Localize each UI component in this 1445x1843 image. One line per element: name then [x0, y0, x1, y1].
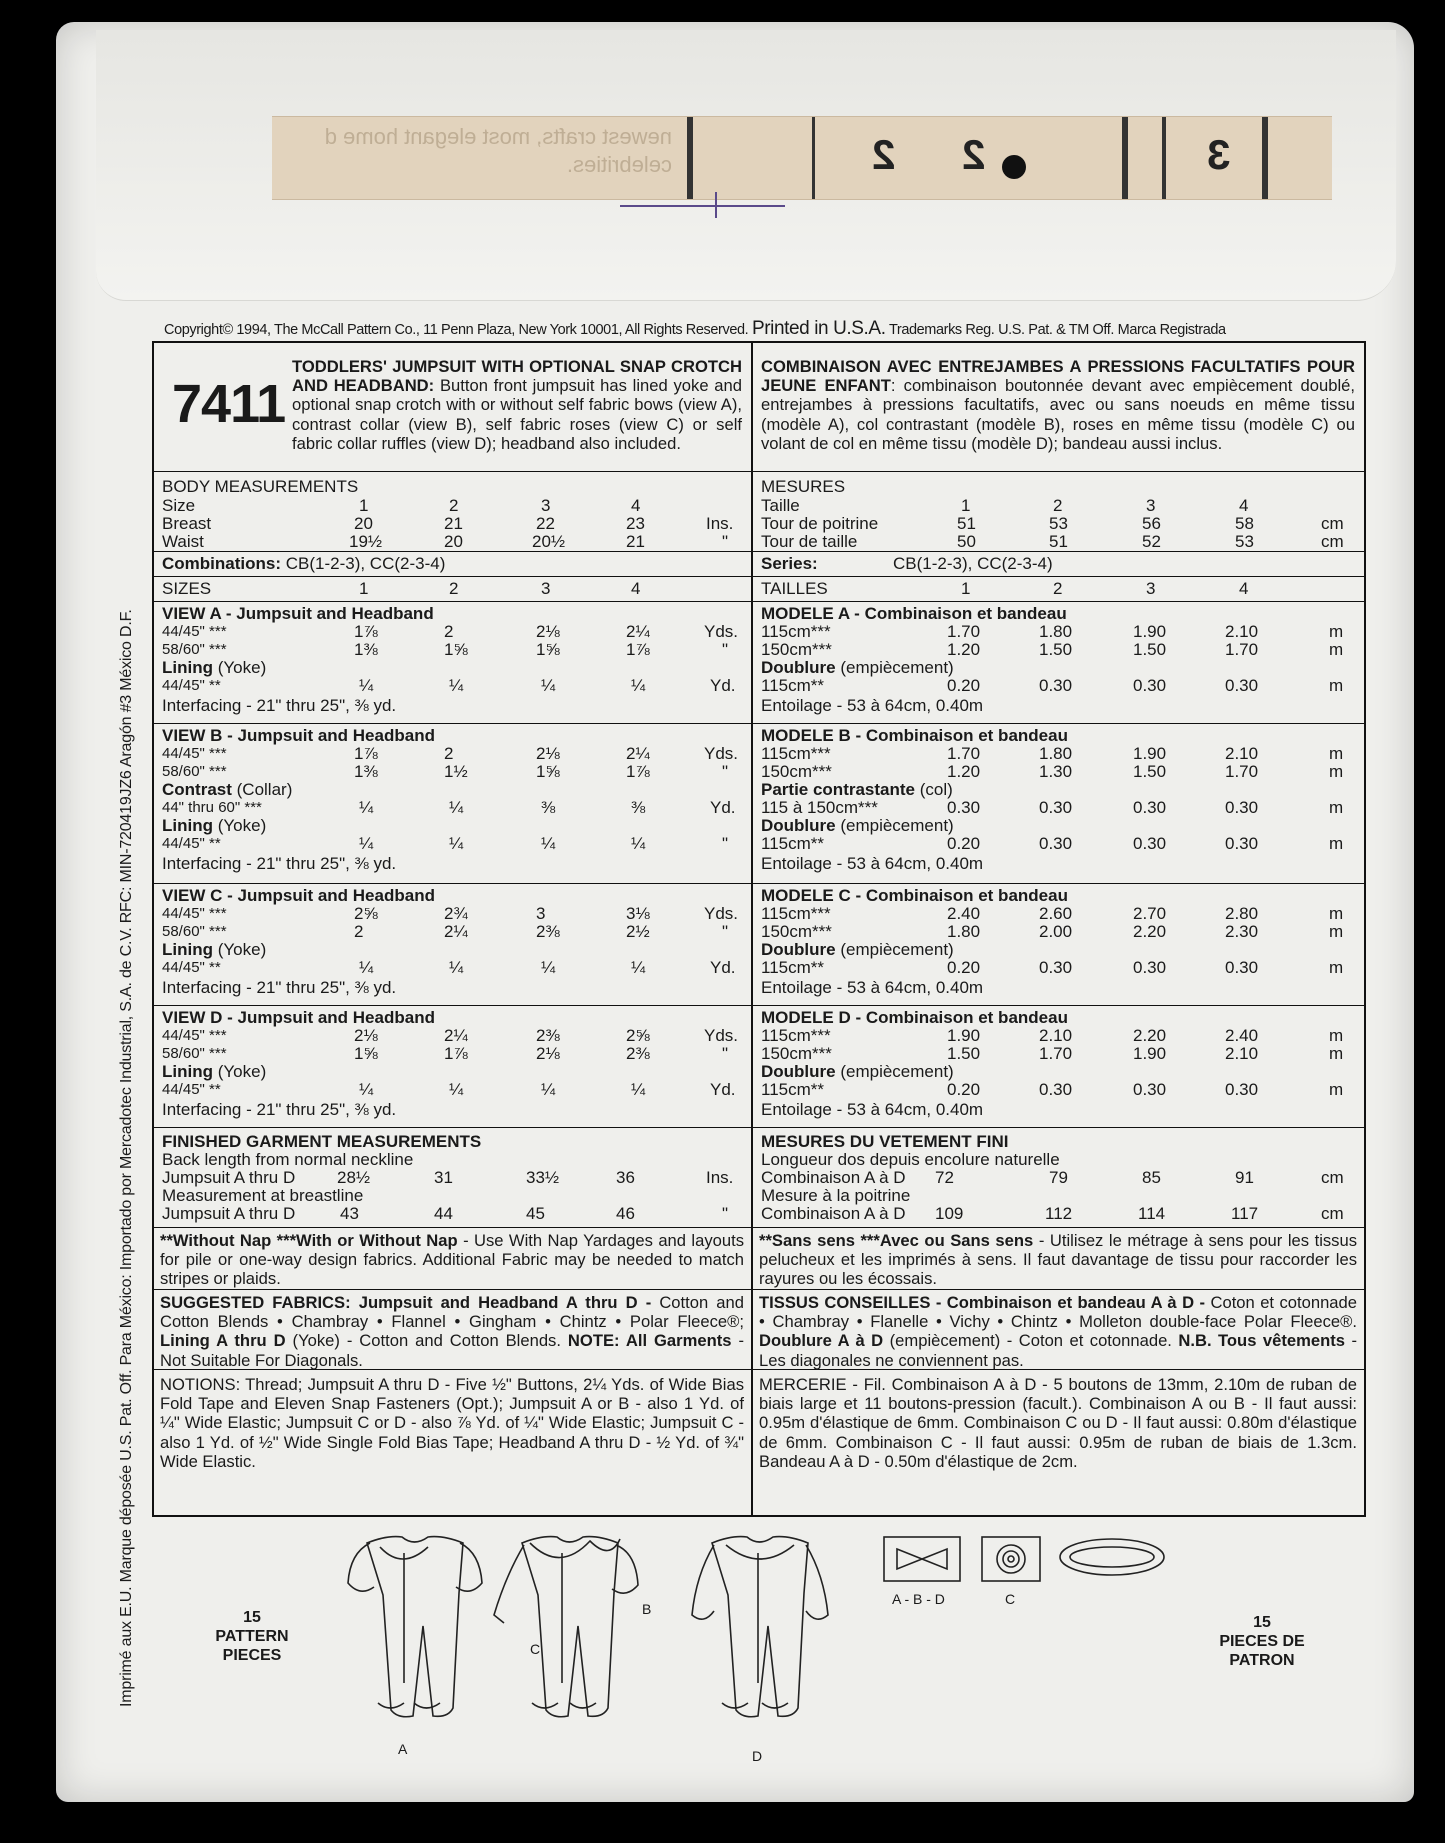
pattern-number: 7411 [172, 374, 286, 434]
illustrations-area [152, 1513, 1362, 1764]
trademarks: Trademarks Reg. U.S. Pat. & TM Off. Marca Registrada [888, 322, 1226, 338]
label-c: C [530, 1641, 541, 1657]
pattern-pieces-en: 15 PATTERN PIECES [215, 1609, 289, 1664]
tissus-conseilles: TISSUS CONSEILLES - Combinaison et bandeau A à D - Coton et cotonnade • Chambray • Flanelle • Vichy • Chintz • Molleton double-face Polar Fleece®. Doublure A à D (empiècement) - Coton et cotonnade. N.B. Tous vêtements - Les diagonales ne conviennent pas. [753, 1289, 1364, 1370]
nap-note-fr: **Sans sens ***Avec ou Sans sens - Utilisez le métrage à sens pour les tissus pelucheux et les imprimés à sens. Il faut davantage de tissu pour raccorder les rayures ou les écossais. [753, 1227, 1364, 1290]
finished-measurements-en: FINISHED GARMENT MEASUREMENTS Back length from normal neckline Jumpsuit A thru D 28½ 31 33½ 36 Ins. Measurement at breastline Jumpsuit A thru D 43 44 45 46 " [154, 1127, 751, 1228]
strip-mark-3: 3 [1207, 131, 1231, 178]
french-column [753, 343, 1364, 1515]
view-a-yardage: VIEW A - Jumpsuit and Headband 44/45" *** 58/60" *** Lining (Yoke) 44/45" ** Interfacing - 21" thru 25", ⅜ yd. 1⅞ 2 2⅛ 2¼ Yds. 1⅜ 1⅝ 1⅝ 1⅞ " ¼ ¼ ¼ ¼ Yd. [154, 601, 751, 724]
view-d-yardage: VIEW D - Jumpsuit and Headband 44/45" *** 58/60" *** Lining (Yoke) 44/45" ** Interfacing - 21" thru 25", ⅜ yd. 2⅛ 2¼ 2⅜ 2⅝ Yds. 1⅝ 1⅞ 2⅛ 2⅜ " ¼ ¼ ¼ ¼ Yd. [154, 1005, 751, 1128]
series-fr: Series: CB(1-2-3), CC(2-3-4) [753, 551, 1364, 577]
copyright-text: Copyright© 1994, The McCall Pattern Co., 11 Penn Plaza, New York 10001, All Rights Reserved. [164, 322, 749, 338]
bow-icon [897, 1549, 947, 1569]
modele-a-metrage: MODELE A - Combinaison et bandeau 115cm*** 150cm*** Doublure (empiècement) 115cm** Entoilage - 53 à 64cm, 0.40m 1.70 1.80 1.90 2.10 m 1.20 1.50 1.50 1.70 m 0.20 0.30 0.30 0.30 m [753, 601, 1364, 724]
body-measurements-en: BODY MEASUREMENTS Size Breast Waist 1 2 3 4 20 21 22 23 Ins. 19½ 20 20½ 21 " [154, 471, 751, 552]
view-b-yardage: VIEW B - Jumpsuit and Headband 44/45" *** 58/60" *** Contrast (Collar) 44" thru 60" *** Lining (Yoke) 44/45" ** Interfacing - 21" thru 25", ⅜ yd. 1⅞ 2 2⅛ 2¼ Yds. 1⅜ 1½ 1⅝ 1⅞ " ¼ ¼ ⅜ ⅜ Yd. ¼ ¼ ¼ ¼ " [154, 723, 751, 884]
strip-dot [1002, 155, 1026, 179]
tailles-header-fr: TAILLES 1 2 3 4 [753, 576, 1364, 602]
sizes-header-en: SIZES 1 2 3 4 [154, 576, 751, 602]
pattern-pieces-fr: 15 PIECES DE PATRON [1219, 1614, 1305, 1669]
label-b: B [642, 1601, 652, 1617]
label-c2: C [1005, 1591, 1016, 1607]
mercerie: MERCERIE - Fil. Combinaison A à D - 5 boutons de 13mm, 2.10m de ruban de biais large et 11 boutons-pression (facult.). Combinaison A ou B - Il faut aussi: 0.95m d'élastique de 6mm. Combinaison C ou D - Il faut aussi: 0.80m d'élastique de 6mm. Combinaison C - Il faut aussi: 0.95m de ruban de biais de 1.3cm. Bandeau A à D - 0.50m d'élastique de 2cm. [759, 1375, 1357, 1471]
label-abd: A - B - D [892, 1591, 945, 1607]
modele-c-metrage: MODELE C - Combinaison et bandeau 115cm*** 150cm*** Doublure (empiècement) 115cm** Entoilage - 53 à 64cm, 0.40m 2.40 2.60 2.70 2.80 m 1.80 2.00 2.20 2.30 m 0.20 0.30 0.30 0.30 m [753, 883, 1364, 1006]
side-legal-text: Imprimé aux E.U. Marque déposée U.S. Pat. Off. Para México: Importado por Mercadotec Industrial, S.A. de C.V. RFC: MIN-720419JZ6 Aragón #3 México D.F. [118, 609, 135, 1707]
top-tape-strip [272, 116, 1332, 200]
description-en: TODDLERS' JUMPSUIT WITH OPTIONAL SNAP CROTCH AND HEADBAND: Button front jumpsuit has lined yoke and optional snap crotch with or without self fabric bows (view A), contrast collar (view B), self fabric roses (view C) or self fabric collar ruffles (view D); headband also included. [292, 357, 742, 453]
strip-mark-1: 2 [872, 131, 896, 178]
modele-b-metrage: MODELE B - Combinaison et bandeau 115cm*** 150cm*** Partie contrastante (col) 115 à 150cm*** Doublure (empiècement) 115cm** Entoilage - 53 à 64cm, 0.40m 1.70 1.80 1.90 2.10 m 1.20 1.30 1.50 1.70 m 0.30 0.30 0.30 0.30 m 0.20 0.30 0.30 0.30 m [753, 723, 1364, 884]
english-column [154, 343, 753, 1515]
pattern-info-sheet [152, 341, 1366, 1517]
mirrored-text: newest crafts, most elegant home d celebrities. [324, 124, 672, 177]
notions-en: NOTIONS: Thread; Jumpsuit A thru D - Five ½" Buttons, 2¼ Yds. of Wide Bias Fold Tape and Eleven Snap Fasteners (Opt.); Jumpsuit A or B - also 1 Yd. of ¼" Wide Elastic; Jumpsuit C or D - also ⅞ Yd. of ¼" Wide Elastic; Jumpsuit C - also 1 Yd. of ½" Wide Single Fold Bias Tape; Headband A thru D - ½ Yd. of ¾" Wide Elastic. [160, 1375, 744, 1471]
nap-note-en: **Without Nap ***With or Without Nap - Use With Nap Yardages and layouts for pile or one-way design fabrics. Additional Fabric may be needed to match stripes or plaids. [154, 1227, 751, 1290]
view-b-c-sketch [494, 1537, 638, 1717]
description-fr: COMBINAISON AVEC ENTREJAMBES A PRESSIONS FACULTATIFS POUR JEUNE ENFANT: combinaison boutonnée devant avec empiècement doublé, entrejambes à pressions facultatifs, avec ou sans noeuds en même tissu (modèle A), col contrastant (modèle B), roses en même tissu (modèle C) ou volant de col en même tissu (modèle D); bandeau aussi inclus. [761, 357, 1355, 453]
body-measurements-fr: MESURES Taille Tour de poitrine Tour de taille 1 2 3 4 51 53 56 58 cm 50 51 52 53 cm [753, 471, 1364, 552]
view-a-sketch [348, 1537, 482, 1717]
suggested-fabrics-en: SUGGESTED FABRICS: Jumpsuit and Headband A thru D - Cotton and Cotton Blends • Chambray • Flannel • Gingham • Chintz • Polar Fleece®; Lining A thru D (Yoke) - Cotton and Cotton Blends. NOTE: All Garments - Not Suitable For Diagonals. [154, 1289, 751, 1370]
view-c-yardage: VIEW C - Jumpsuit and Headband 44/45" *** 58/60" *** Lining (Yoke) 44/45" ** Interfacing - 21" thru 25", ⅜ yd. 2⅝ 2¾ 3 3⅛ Yds. 2 2¼ 2⅜ 2½ " ¼ ¼ ¼ ¼ Yd. [154, 883, 751, 1006]
label-d: D [752, 1748, 763, 1764]
label-a: A [398, 1741, 408, 1757]
modele-d-metrage: MODELE D - Combinaison et bandeau 115cm*** 150cm*** Doublure (empiècement) 115cm** Entoilage - 53 à 64cm, 0.40m 1.90 2.10 2.20 2.40 m 1.50 1.70 1.90 2.10 m 0.20 0.30 0.30 0.30 m [753, 1005, 1364, 1128]
registration-tick [715, 192, 717, 218]
printed-in: Printed in U.S.A. [751, 318, 886, 339]
view-d-sketch [692, 1537, 828, 1717]
rose-icon-box [982, 1537, 1040, 1581]
registration-line [620, 205, 785, 207]
combinations-en: Combinations: CB(1-2-3), CC(2-3-4) [154, 551, 751, 577]
finished-measurements-fr: MESURES DU VETEMENT FINI Longueur dos depuis encolure naturelle Combinaison A à D 72 79 85 91 cm Mesure à la poitrine Combinaison A à D 109 112 114 117 cm [753, 1127, 1364, 1228]
headband-icon [1060, 1539, 1164, 1575]
strip-mark-2: 2 [962, 131, 986, 178]
copyright-line [164, 318, 1356, 340]
garment-sketches [152, 1513, 1362, 1753]
